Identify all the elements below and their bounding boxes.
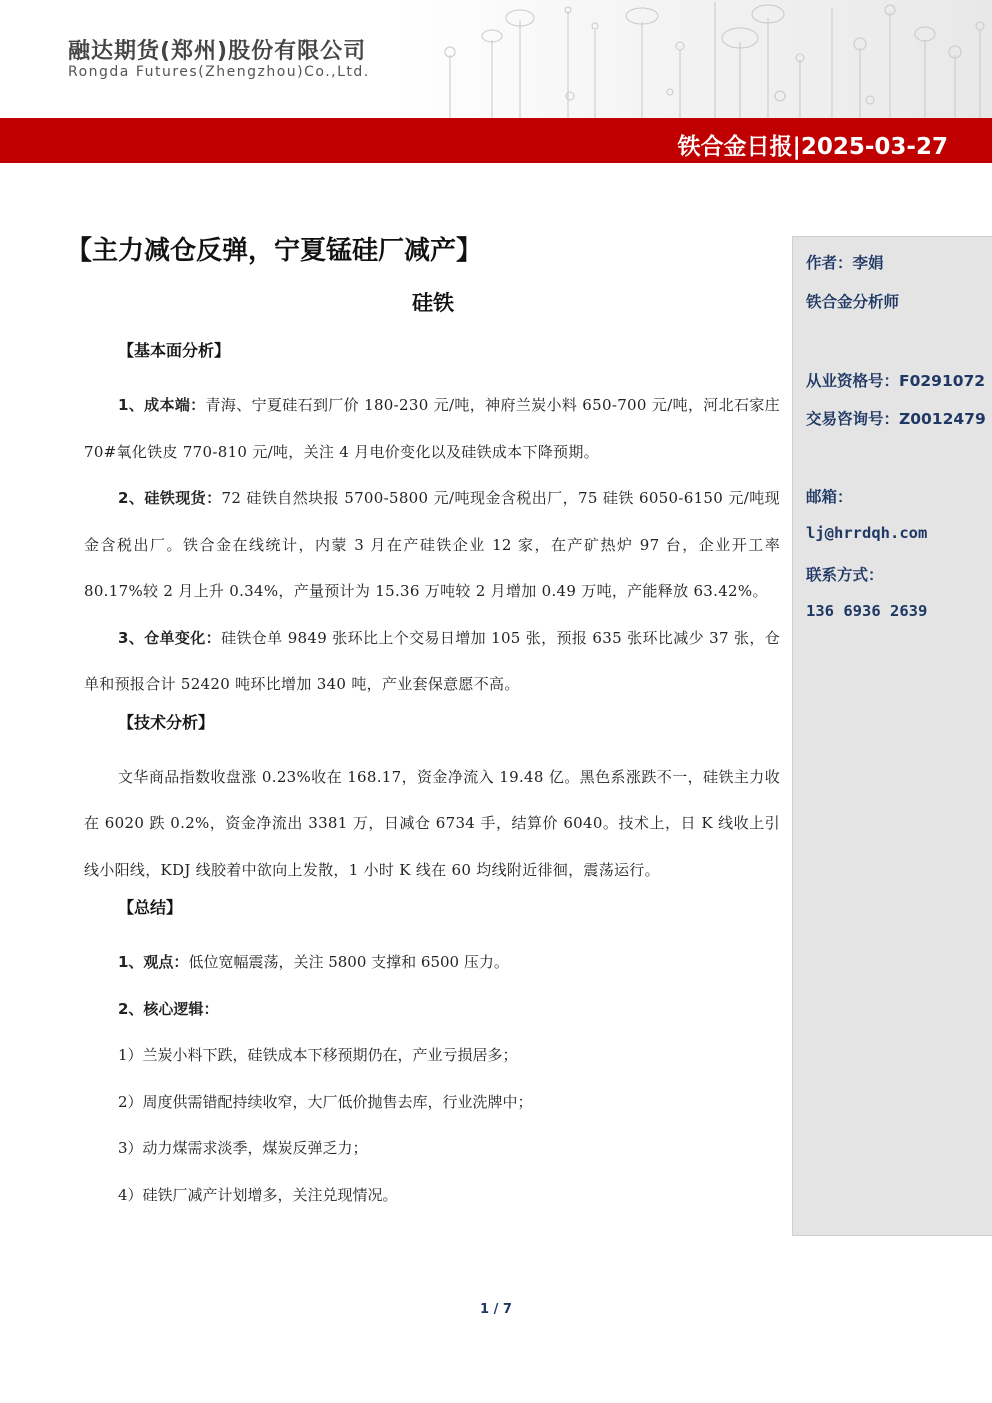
- author-sidebar: [792, 236, 992, 1236]
- report-title: 铁合金日报|2025-03-27: [677, 134, 948, 160]
- paragraph-text: 72 硅铁自然块报 5700-5800 元/吨现金含税出厂，75 硅铁 6050-6150 元/吨现金含税出厂。铁合金在线统计，内蒙 3 月在产硅铁企业 12 家，在产矿热炉 97 台，企业开工率 80.17%较 2 月上升 0.34%，产量预计为 15.36 万吨较 2 月增加 0.49 万吨，产能释放 63.42%。: [84, 489, 780, 600]
- paragraph-cost: [84, 382, 780, 475]
- contact-label: 联系方式：: [806, 566, 884, 584]
- section-heading-technical: 【技术分析】: [118, 712, 215, 732]
- paragraph-label: 2、硅铁现货：: [118, 489, 222, 507]
- paragraph-technical: 文华商品指数收盘涨 0.23%收在 168.17，资金净流入 19.48 亿。黑色系涨跌不一，硅铁主力收在 6020 跌 0.2%，资金净流出 3381 万，日减仓 6734 手，结算价 6040。技术上，日 K 线收上引线小阳线，KDJ 线胶着中欲向上发散，1 小时 K 线在 60 均线附近徘徊，震荡运行。: [84, 767, 780, 879]
- company-name-cn: 融达期货(郑州)股份有限公司: [68, 39, 367, 64]
- email-label: 邮箱：: [806, 488, 853, 506]
- paragraph-spot: [84, 475, 780, 615]
- paragraph-text: 青海、宁夏硅石到厂价 180-230 元/吨，神府兰炭小料 650-700 元/吨，河北石家庄 70#氧化铁皮 770-810 元/吨，关注 4 月电价变化以及硅铁成本下降预期。: [84, 396, 780, 461]
- company-name-en: Rongda Futures(Zhengzhou)Co.,Ltd.: [68, 64, 370, 80]
- paragraph-label: 3、仓单变化：: [118, 628, 222, 647]
- header-decoration: [420, 0, 992, 118]
- logic-point: 1）兰炭小料下跌，硅铁成本下移预期仍在，产业亏损居多；: [118, 1046, 518, 1064]
- page-number: 1 / 7: [480, 1302, 512, 1317]
- logic-point: 3）动力煤需求淡季，煤炭反弹乏力；: [118, 1139, 368, 1157]
- phone-number: 136 6936 2639: [806, 602, 928, 620]
- section-heading-fundamentals: 【基本面分析】: [118, 341, 231, 360]
- paragraph-label: 1、成本端：: [118, 396, 206, 414]
- section-heading-summary: 【总结】: [118, 898, 183, 917]
- article-body: [84, 336, 780, 1218]
- summary-view-label: 1、观点：: [118, 953, 189, 971]
- summary-view: [84, 939, 780, 986]
- article-subject: 硅铁: [412, 291, 454, 315]
- consult-number: 交易咨询号：Z0012479: [806, 410, 986, 428]
- qualification-number: 从业资格号：F0291072: [806, 372, 986, 390]
- email-link[interactable]: lj@hrrdqh.com: [806, 524, 928, 542]
- paragraph-text: 硅铁仓单 9849 张环比上个交易日增加 105 张，预报 635 张环比减少 37 张，仓单和预报合计 52420 吨环比增加 340 吨，产业套保意愿不高。: [84, 628, 780, 693]
- article-title: 【主力减仓反弹，宁夏锰硅厂减产】: [66, 236, 483, 266]
- summary-view-text: 低位宽幅震荡，关注 5800 支撑和 6500 压力。: [188, 953, 509, 971]
- author-role: 铁合金分析师: [806, 293, 900, 311]
- paragraph-warehouse: [84, 615, 780, 708]
- summary-logic: [84, 986, 780, 1033]
- author-name: 作者：李娟: [806, 254, 884, 272]
- logic-point: 2）周度供需错配持续收窄，大厂低价抛售去库，行业洗牌中；: [118, 1092, 533, 1111]
- logic-point: 4）硅铁厂减产计划增多，关注兑现情况。: [118, 1185, 398, 1204]
- summary-logic-label: 2、核心逻辑：: [118, 999, 219, 1018]
